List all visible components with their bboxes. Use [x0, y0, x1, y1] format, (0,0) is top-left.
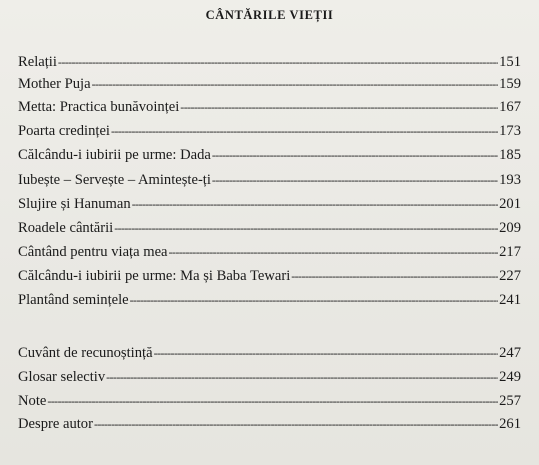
toc-entry	[18, 367, 521, 387]
toc-entry	[18, 242, 521, 262]
toc-entry	[18, 266, 521, 286]
toc-entry-title: Roadele cântării	[18, 220, 114, 236]
toc-entry	[18, 121, 521, 141]
toc-entry-page: 201	[499, 196, 521, 212]
toc-entry-title: Note	[18, 393, 47, 409]
dot-leader	[154, 343, 499, 363]
toc-entry-title: Relații	[18, 54, 57, 70]
toc-entry	[18, 145, 521, 165]
dot-leader	[212, 145, 498, 165]
dot-leader	[47, 391, 498, 411]
toc-entry-page: 261	[499, 416, 521, 432]
toc-entry	[18, 97, 521, 117]
toc-entry	[18, 218, 521, 238]
dot-leader	[92, 74, 499, 94]
dot-leader	[111, 121, 498, 141]
dot-leader	[130, 290, 498, 310]
toc-entry-page: 159	[499, 76, 521, 92]
toc-entry-page: 185	[499, 147, 521, 163]
running-header: CÂNTĂRILE VIEȚII	[205, 8, 334, 22]
toc-entry	[18, 290, 521, 310]
toc-entry	[18, 343, 521, 363]
toc-entry-page: 249	[499, 369, 521, 385]
toc-entry-title: Glosar selectiv	[18, 369, 106, 385]
toc-entry	[18, 414, 521, 434]
toc-entry-page: 173	[499, 123, 521, 139]
toc-entry-page: 209	[499, 220, 521, 236]
toc-entry-page: 257	[499, 393, 521, 409]
toc-entry-page: 247	[499, 345, 521, 361]
dot-leader	[180, 97, 498, 117]
toc-entry	[18, 170, 521, 190]
dot-leader	[114, 218, 498, 238]
dot-leader	[58, 52, 498, 72]
toc-entry-page: 241	[499, 292, 521, 308]
toc-entry-title: Călcându-i iubirii pe urme: Dada	[18, 147, 211, 163]
dot-leader	[291, 266, 498, 286]
toc-entry-title: Cântând pentru viața mea	[18, 244, 168, 260]
toc-entry-title: Călcându-i iubirii pe urme: Ma și Baba Tewari	[18, 268, 291, 284]
toc-entry-title: Cuvânt de recunoștință	[18, 345, 153, 361]
dot-leader	[212, 170, 498, 190]
dot-leader	[106, 367, 498, 387]
toc-entry	[18, 52, 521, 72]
toc-entry	[18, 391, 521, 411]
toc-entry-title: Poarta credinței	[18, 123, 110, 139]
toc-entry	[18, 194, 521, 214]
toc-entry-title: Plantând semințele	[18, 292, 129, 308]
dot-leader	[94, 414, 498, 434]
toc-entry-page: 193	[499, 172, 521, 188]
toc-entry-page: 217	[499, 244, 521, 260]
toc-entry-title: Mother Puja	[18, 76, 91, 92]
toc-entry-page: 167	[499, 99, 521, 115]
dot-leader	[169, 242, 499, 262]
toc-entry-title: Iubește – Servește – Amintește-ți	[18, 172, 211, 188]
toc-entry-title: Despre autor	[18, 416, 93, 432]
dot-leader	[132, 194, 498, 214]
toc-entry-page: 151	[499, 54, 521, 70]
toc-entry-title: Slujire și Hanuman	[18, 196, 131, 212]
toc-entry-title: Metta: Practica bunăvoinței	[18, 99, 180, 115]
toc-entry-page: 227	[499, 268, 521, 284]
toc-entry	[18, 74, 521, 94]
